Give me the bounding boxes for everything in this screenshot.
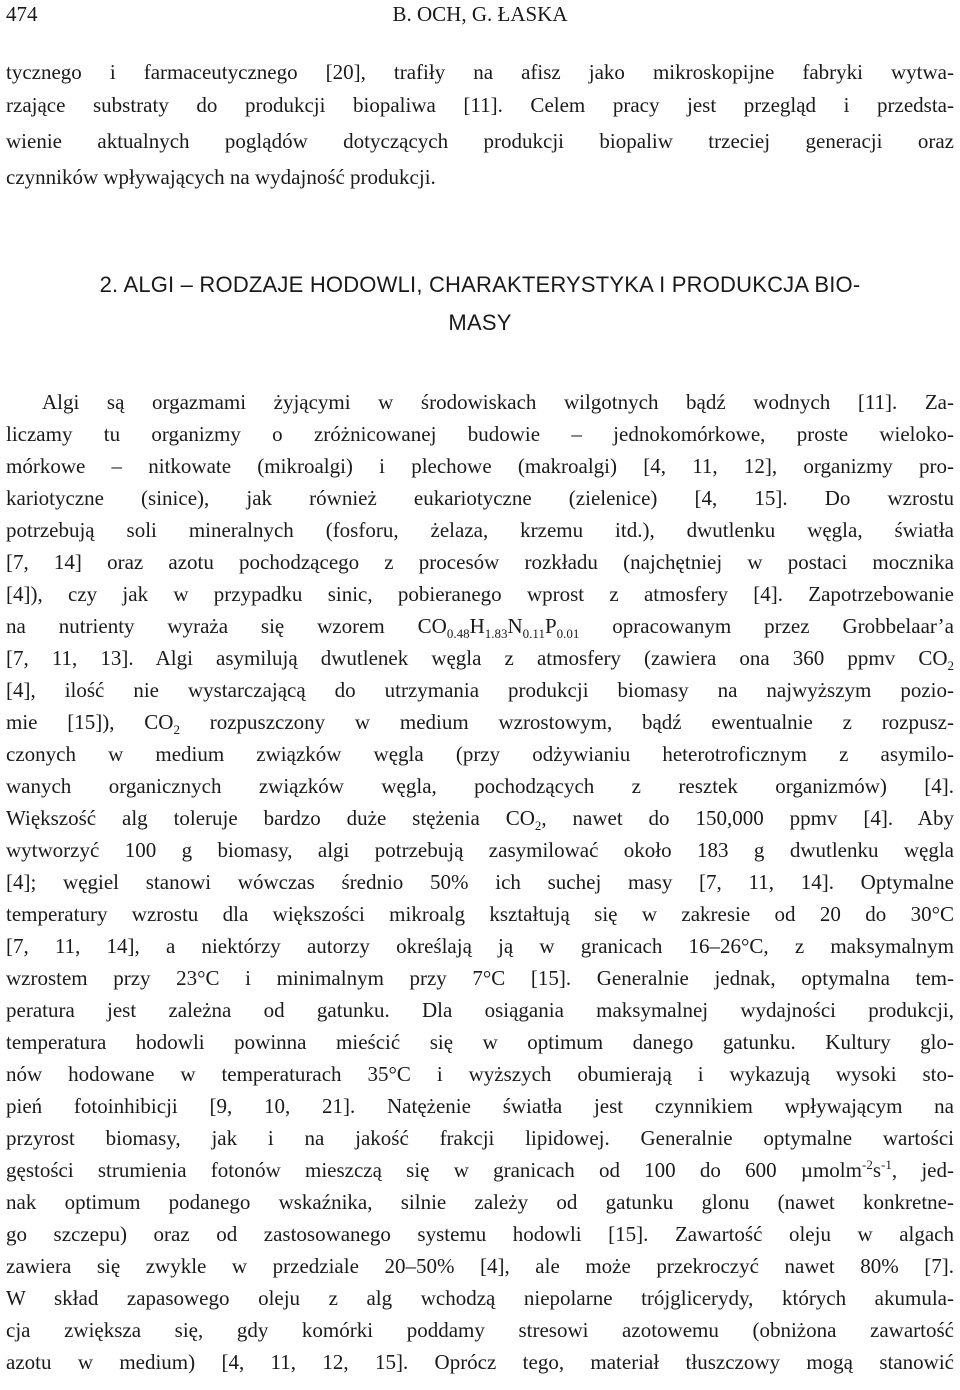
body-line: kariotyczne (sinice), jak również eukariotyczne (zielenice) [4, 15]. Do wzrostu [6, 486, 954, 510]
body-line [6, 708, 954, 736]
body-line: liczamy tu organizmy o zróżnicowanej budowie – jednokomórkowe, proste wieloko- [6, 422, 954, 446]
body-line: przyrost biomasy, jak i na jakość frakcji lipidowej. Generalnie optymalne wartości [6, 1126, 954, 1150]
body-line: W skład zapasowego oleju z alg wchodzą niepolarne trójglicerydy, których akumula- [6, 1286, 954, 1310]
formula-subscript: 0.11 [522, 626, 545, 642]
section-heading-continued: MASY [448, 310, 512, 335]
unit-superscript: -1 [881, 1157, 892, 1172]
body-line: temperatury wzrostu dla większości mikroalg kształtują się w zakresie od 20 do 30°C [6, 902, 954, 926]
body-line: azotu w medium) [4, 11, 12, 15]. Oprócz tego, materiał tłuszczowy mogą stanowić [6, 1350, 954, 1374]
body-line [6, 644, 954, 672]
body-line: zawiera się zwykle w przedziale 20–50% [4], ale może przekroczyć nawet 80% [7]. [6, 1254, 954, 1278]
body-line: [7, 14] oraz azotu pochodzącego z procesów rozkładu (najchętniej w postaci mocznika [6, 550, 954, 574]
page-number: 474 [6, 2, 38, 26]
body-line: peratura jest zależna od gatunku. Dla osiągania maksymalnej wydajności produkcji, [6, 998, 954, 1022]
intro-line: tycznego i farmaceutycznego [20], trafiły na afisz jako mikroskopijne fabryki wytwa- [6, 60, 954, 84]
unit-text: s [872, 1158, 882, 1182]
formula-text: na nutrienty wyraża się wzorem CO [6, 614, 447, 638]
formula-text: opracowanym przez Grobbelaar’a [579, 614, 954, 638]
body-line: nów hodowane w temperaturach 35°C i wyższych obumierają i wykazują wysoki sto- [6, 1062, 954, 1086]
formula-element: P [544, 614, 557, 638]
body-line: nak optimum podanego wskaźnika, silnie zależy od gatunku glonu (nawet konkretne- [6, 1190, 954, 1214]
formula-element: H [469, 614, 485, 638]
body-line: czonych w medium związków węgla (przy odżywianiu heterotroficznym z asymilo- [6, 742, 954, 766]
line-text: mie [15]), CO [6, 710, 174, 734]
intro-line: wienie aktualnych poglądów dotyczących produkcji biopaliw trzeciej generacji oraz [6, 129, 954, 153]
line-text: Większość alg toleruje bardzo duże stężenia CO [6, 806, 535, 830]
line-text: [7, 11, 13]. Algi asymilują dwutlenek węgla z atmosfery (zawiera ona 360 ppmv CO [6, 646, 948, 670]
formula-subscript: 0.01 [556, 626, 580, 642]
body-line: [7, 11, 14], a niektórzy autorzy określają ją w granicach 16–26°C, z maksymalnym [6, 934, 954, 958]
body-line: [4]; węgiel stanowi wówczas średnio 50% ich suchej masy [7, 11, 14]. Optymalne [6, 870, 954, 894]
formula-subscript: 0.48 [446, 626, 470, 642]
line-text: , nawet do 150,000 ppmv [4]. Aby [541, 806, 954, 830]
co2-subscript: 2 [947, 658, 954, 674]
section-heading: 2. ALGI – RODZAJE HODOWLI, CHARAKTERYSTYKA I PRODUKCJA BIO- [99, 272, 861, 297]
body-line: Algi są orgazmami żyjącymi w środowiskach wilgotnych bądź wodnych [11]. Za- [42, 390, 954, 414]
line-text: , jed- [891, 1158, 954, 1182]
formula-subscript: 1.83 [484, 626, 508, 642]
body-line: pień fotoinhibicji [9, 10, 21]. Natężenie światła jest czynnikiem wpływającym na [6, 1094, 954, 1118]
running-title: B. OCH, G. ŁASKA [392, 2, 568, 26]
body-line: [4], ilość nie wystarczającą do utrzymania produkcji biomasy na najwyższym pozio- [6, 678, 954, 702]
running-header [6, 2, 954, 28]
line-text: gęstości strumienia fotonów mieszczą się w granicach od 100 do 600 µmolm [6, 1158, 862, 1182]
unit-superscript: -2 [861, 1157, 873, 1172]
body-line: potrzebują soli mineralnych (fosforu, żelaza, krzemu itd.), dwutlenku węgla, światła [6, 518, 954, 542]
body-line: wzrostem przy 23°C i minimalnym przy 7°C [15]. Generalnie jednak, optymalna tem- [6, 966, 954, 990]
co2-subscript: 2 [173, 722, 180, 738]
body-line [6, 1156, 954, 1184]
body-line: go szczepu) oraz od zastosowanego systemu hodowli [15]. Zawartość oleju w algach [6, 1222, 954, 1246]
body-line: cja zwiększa się, gdy komórki poddamy stresowi azotowemu (obniżona zawartość [6, 1318, 954, 1342]
intro-line: czynników wpływających na wydajność produkcji. [6, 165, 436, 189]
body-line: mórkowe – nitkowate (mikroalgi) i plechowe (makroalgi) [4, 11, 12], organizmy pro- [6, 454, 954, 478]
body-line: temperatura hodowli powinna mieścić się w optimum danego gatunku. Kultury glo- [6, 1030, 954, 1054]
co2-subscript: 2 [534, 818, 542, 834]
intro-line: rzające substraty do produkcji biopaliwa [11]. Celem pracy jest przegląd i przedsta- [6, 93, 954, 117]
body-line: wytworzyć 100 g biomasy, algi potrzebują zasymilować około 183 g dwutlenku węgla [6, 838, 954, 862]
body-line-formula [6, 612, 954, 640]
body-line [6, 804, 954, 832]
line-text: rozpuszczony w medium wzrostowym, bądź ewentualnie z rozpusz- [179, 710, 954, 734]
body-line: wanych organicznych związków węgla, pochodzących z resztek organizmów) [4]. [6, 774, 954, 798]
formula-element: N [507, 614, 523, 638]
body-line: [4]), czy jak w przypadku sinic, pobieranego wprost z atmosfery [4]. Zapotrzebowanie [6, 582, 954, 606]
